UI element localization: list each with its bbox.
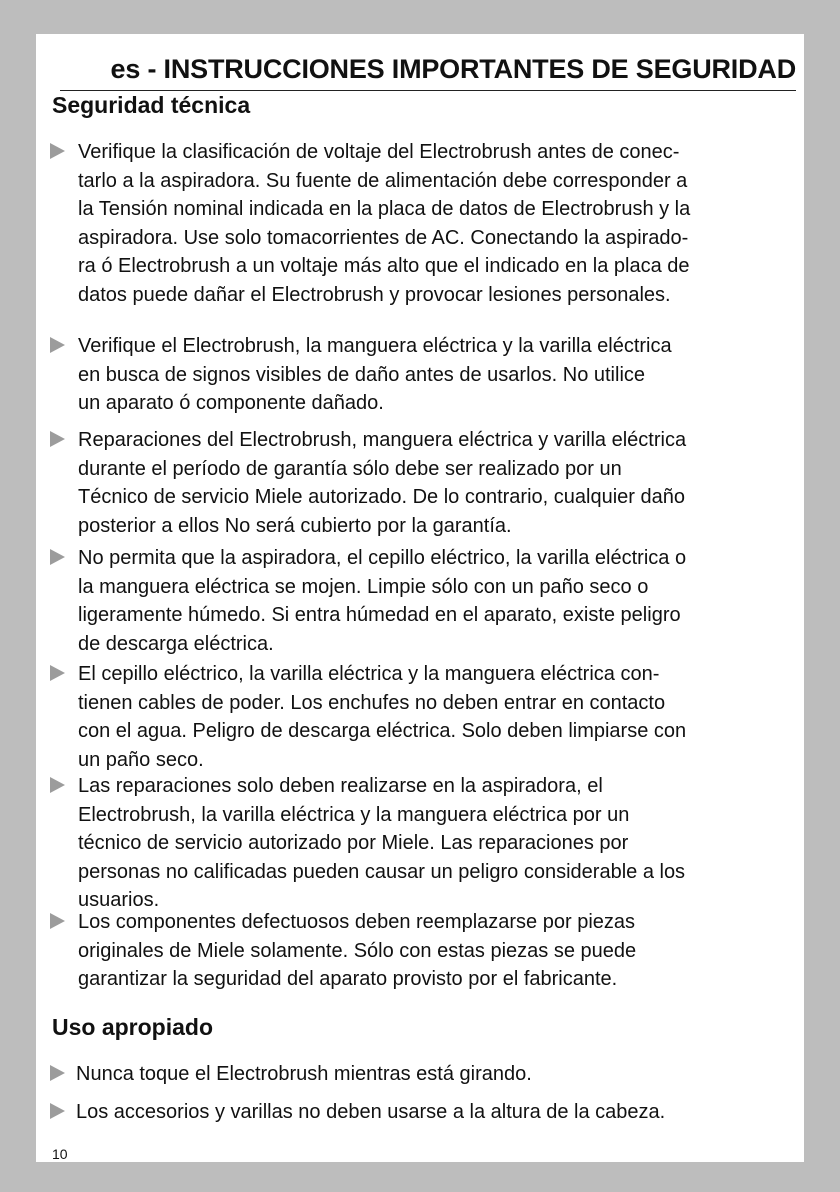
list-item <box>50 1060 800 1089</box>
header-rule <box>60 90 796 91</box>
triangle-bullet-icon <box>50 665 65 681</box>
list-item <box>50 426 800 540</box>
list-item <box>50 772 800 915</box>
list-item-text: Los accesorios y varillas no deben usarse a la altura de la cabeza. <box>76 1101 666 1123</box>
manual-page <box>36 34 804 1162</box>
section-heading-proper-use: Uso apropiado <box>52 1014 214 1040</box>
list-item <box>50 1098 800 1127</box>
list-item-text: Verifique la clasificación de voltaje del Electrobrush antes de conec- tarlo a la aspiradora. Su fuente de alimentación debe corresponder a la Tensión nominal indicada en la placa de datos de Electrobrush y la aspiradora. Use solo tomacorrientes de AC. Conectando la aspirado- ra ó Electrobrush a un voltaje más alto que el indicado en la placa de datos puede dañar el Electrobrush y provocar lesiones personales. <box>78 141 691 306</box>
page-header-title: es - INSTRUCCIONES IMPORTANTES DE SEGURIDAD <box>110 54 796 84</box>
list-item <box>50 138 800 309</box>
page-number: 10 <box>52 1146 68 1162</box>
list-item-text: No permita que la aspiradora, el cepillo eléctrico, la varilla eléctrica o la manguera eléctrica se mojen. Limpie sólo con un paño seco o ligeramente húmedo. Si entra húmedad en el aparato, existe peligro de descarga eléctrica. <box>78 547 687 655</box>
triangle-bullet-icon <box>50 913 65 929</box>
triangle-bullet-icon <box>50 1103 65 1119</box>
list-item-text: Nunca toque el Electrobrush mientras está girando. <box>76 1063 532 1085</box>
list-item-text: El cepillo eléctrico, la varilla eléctrica y la manguera eléctrica con- tienen cables de poder. Los enchufes no deben entrar en contacto con el agua. Peligro de descarga eléctrica. Solo deben limpiarse con un paño seco. <box>78 663 687 771</box>
section-heading-technical-safety: Seguridad técnica <box>52 92 251 118</box>
triangle-bullet-icon <box>50 337 65 353</box>
triangle-bullet-icon <box>50 777 65 793</box>
list-item-text: Los componentes defectuosos deben reemplazarse por piezas originales de Miele solamente. Sólo con estas piezas se puede garantizar la seguridad del aparato provisto por el fabricante. <box>78 911 637 990</box>
list-item-text: Reparaciones del Electrobrush, manguera eléctrica y varilla eléctrica durante el período de garantía sólo debe ser realizado por un Técnico de servicio Miele autorizado. De lo contrario, cualquier daño posterior a ellos No será cubierto por la garantía. <box>78 429 687 537</box>
list-item-text: Verifique el Electrobrush, la manguera eléctrica y la varilla eléctrica en busca de signos visibles de daño antes de usarlos. No utilice un aparato ó componente dañado. <box>78 335 672 414</box>
triangle-bullet-icon <box>50 549 65 565</box>
list-item <box>50 332 800 418</box>
triangle-bullet-icon <box>50 143 65 159</box>
list-item <box>50 660 800 774</box>
triangle-bullet-icon <box>50 1065 65 1081</box>
triangle-bullet-icon <box>50 431 65 447</box>
list-item <box>50 908 800 994</box>
list-item-text: Las reparaciones solo deben realizarse en la aspiradora, el Electrobrush, la varilla eléctrica y la manguera eléctrica por un técnico de servicio autorizado por Miele. Las reparaciones por personas no calificadas pueden causar un peligro considerable a los usuarios. <box>78 775 686 911</box>
list-item <box>50 544 800 658</box>
